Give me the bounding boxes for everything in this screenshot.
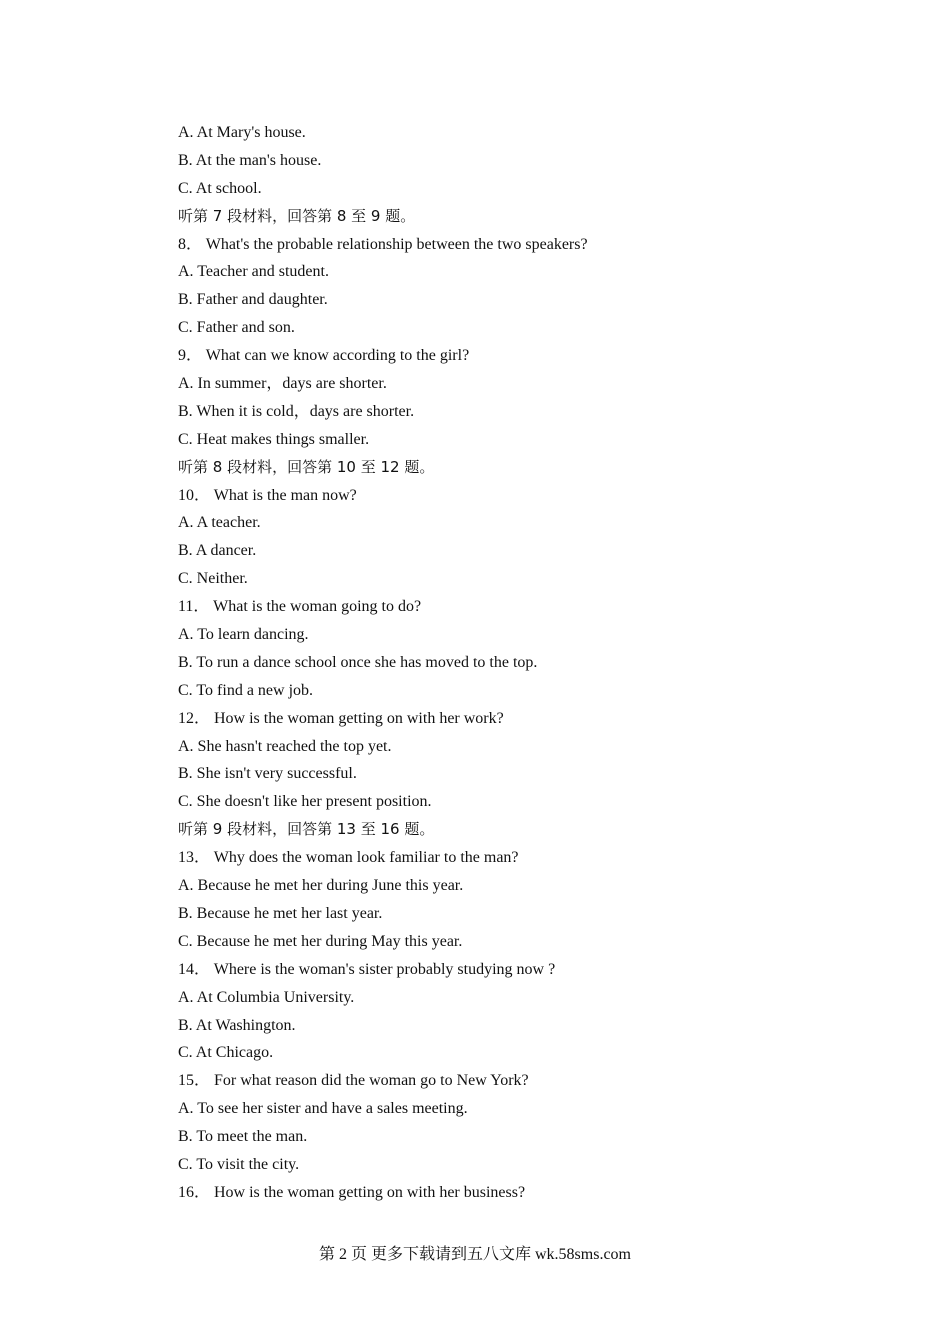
question-text: 8． What's the probable relationship between the two speakers? [178,235,588,253]
answer-option: C. At school. [178,179,262,197]
question-text: 11． What is the woman going to do? [178,598,422,616]
answer-option: B. To run a dance school once she has moved to the top. [178,653,538,671]
answer-option: A. At Columbia University. [178,988,355,1006]
answer-option: A. To learn dancing. [178,626,309,644]
answer-option: B. She isn't very successful. [178,765,357,783]
answer-option: C. She doesn't like her present position. [178,793,432,811]
section-heading: 听第 8 段材料，回答第 10 至 12 题。 [178,457,435,476]
answer-option: A. A teacher. [178,514,261,532]
section-heading: 听第 7 段材料，回答第 8 至 9 题。 [178,206,416,225]
answer-option: B. At the man's house. [178,151,322,169]
question-text: 13． Why does the woman look familiar to the man? [178,849,519,867]
question-text: 10． What is the man now? [178,486,357,504]
document-body [178,119,898,1207]
page-footer: 第 2 页 更多下载请到五八文库 wk.58sms.com [318,1246,631,1263]
answer-option: B. To meet the man. [178,1128,308,1146]
section-heading: 听第 9 段材料，回答第 13 至 16 题。 [178,820,435,839]
answer-option: A. To see her sister and have a sales meeting. [178,1100,468,1118]
question-text: 9． What can we know according to the girl? [178,347,470,365]
answer-option: B. At Washington. [178,1016,296,1034]
answer-option: A. At Mary's house. [178,124,306,141]
answer-option: A. She hasn't reached the top yet. [178,737,392,755]
answer-option: B. A dancer. [178,542,257,560]
answer-option: C. Heat makes things smaller. [178,430,370,448]
answer-option: A. Teacher and student. [178,263,329,281]
answer-option: B. Father and daughter. [178,291,328,309]
question-text: 14． Where is the woman's sister probably studying now ? [178,960,556,978]
answer-option: C. Neither. [178,570,248,588]
answer-option: C. To find a new job. [178,681,314,699]
question-text: 15． For what reason did the woman go to New York? [178,1072,529,1090]
answer-option: C. Because he met her during May this year. [178,932,463,950]
answer-option: C. To visit the city. [178,1155,300,1173]
answer-option: C. Father and son. [178,319,295,337]
answer-option: B. When it is cold，days are shorter. [178,402,415,420]
answer-option: B. Because he met her last year. [178,904,383,922]
question-text: 16． How is the woman getting on with her business? [178,1183,526,1201]
answer-option: A. In summer，days are shorter. [178,375,387,393]
answer-option: A. Because he met her during June this year. [178,877,464,895]
answer-option: C. At Chicago. [178,1044,274,1062]
question-text: 12． How is the woman getting on with her work? [178,709,504,727]
